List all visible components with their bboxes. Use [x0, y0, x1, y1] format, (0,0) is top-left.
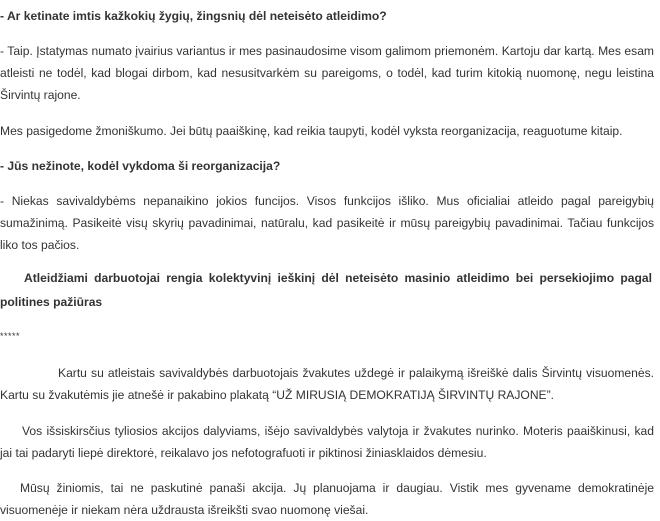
section-subheading: Atleidžiami darbuotojai rengia kolektyvinį ieškinį dėl neteisėto masinio atleidimo bei persekiojimo pagal politines pažiūras: [0, 271, 652, 309]
question-1: - Ar ketinate imtis kažkokių žygių, žingsnių dėl neteisėto atleidimo?: [0, 9, 387, 23]
paragraph-candles: Kartu su atleistais savivaldybės darbuotojais žvakutes uždegė ir palaikymą išreiškė dalis Širvintų visuomenės. Kartu su žvakutėmis jie atnešė ir pakabino plakatą “UŽ MIRUSIĄ DEMOKRATIJĄ ŠIRVINTŲ RAJONE”.: [0, 366, 654, 402]
paragraph-cleaner: Vos išsiskirsčius tyliosios akcijos dalyviams, išėjo savivaldybės valytoja ir žvakutes nurinko. Moteris paaiškinusi, kad jai tai padaryti liepė direktorė, reikalavo jos nefotografuoti ir piktinosi žiniasklaidos dėmesiu.: [0, 424, 654, 460]
question-2: - Jūs nežinote, kodėl vykdoma ši reorganizacija?: [0, 159, 281, 173]
answer-1-continued: Mes pasigedome žmoniškumo. Jei būtų paaiškinę, kad reikia taupyti, kodėl vyksta reorganizacija, reaguotume kitaip.: [0, 124, 623, 138]
answer-2: - Niekas savivaldybėms nepanaikino jokios funcijos. Visos funkcijos išliko. Mus oficialiai atleido pagal pareigybių sumažinimą. Pasikeitė visų skyrių pavadinimai, natūralu, kad pasikeitė ir mūsų pareigybių pavadinimai. Tačiau funkcijos liko tos pačios.: [0, 194, 654, 252]
separator-stars: *****: [0, 331, 21, 341]
answer-1: - Taip. Įstatymas numato įvairius variantus ir mes pasinaudosime visom galimom priemonėm. Kartoju dar kartą. Mes esam atleisti ne todėl, kad blogai dirbom, kad nesusitvarkėm su pareigoms, o todėl, kad turim kitokią nuomonę, negu leistina Širvintų rajone.: [0, 44, 654, 102]
paragraph-conclusion: Mūsų žiniomis, tai ne paskutinė panaši akcija. Jų planuojama ir daugiau. Vistik mes gyvename demokratinėje visuomenėje ir niekam nėra uždrausta išreikšti svao nuomonę viešai.: [0, 481, 654, 517]
